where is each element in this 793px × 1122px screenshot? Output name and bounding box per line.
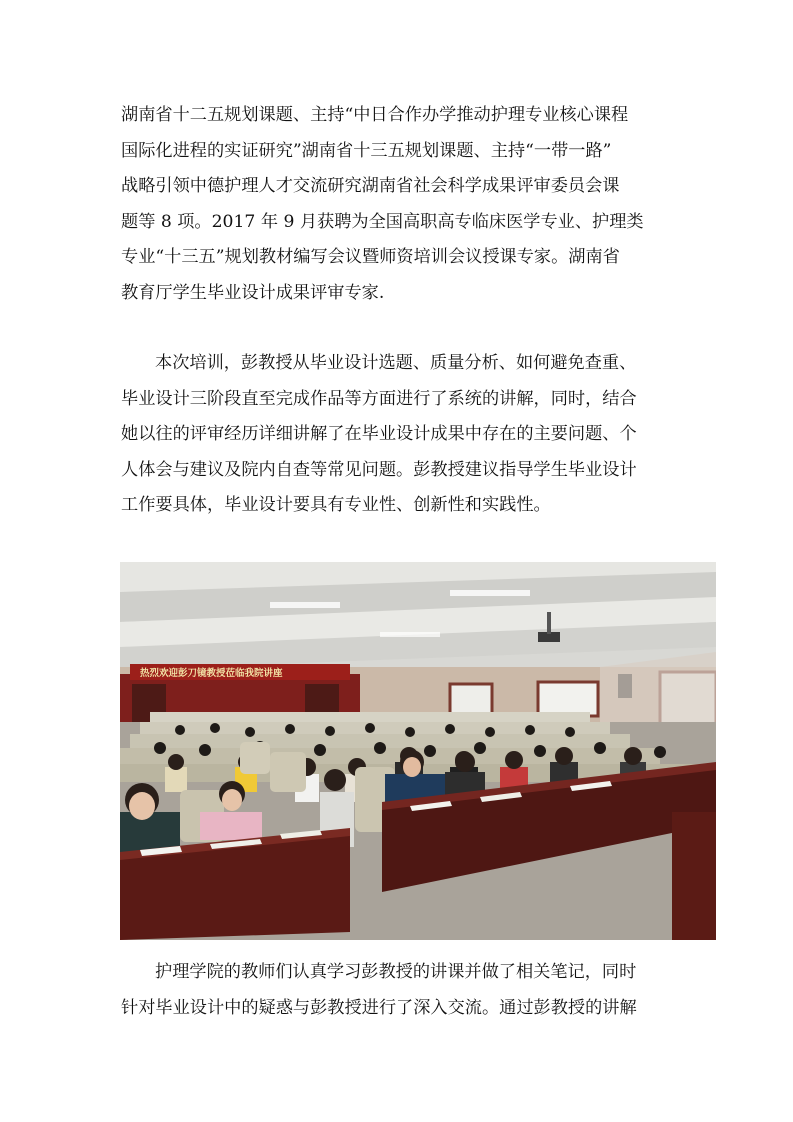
- welcome-banner-text: 热烈欢迎彭刀镜教授莅临我院讲座: [140, 668, 283, 679]
- text-line: 湖南省十二五规划课题、主持“中日合作办学推动护理专业核心课程: [121, 105, 629, 125]
- paragraph-teachers-notes: [121, 955, 681, 1026]
- paragraph-training-content: [121, 346, 681, 524]
- text-line: 人体会与建议及院内自查等常见问题。彭教授建议指导学生毕业设计: [121, 459, 637, 480]
- lecture-hall-photo: [120, 562, 716, 940]
- text-line: 战略引领中德护理人才交流研究湖南省社会科学成果评审委员会课: [121, 176, 620, 197]
- text-line: 护理学院的教师们认真学习彭教授的讲课并做了相关笔记，同时: [155, 962, 637, 982]
- text-line: 教育厅学生毕业设计成果评审专家.: [121, 282, 385, 303]
- text-line: 题等 8 项。2017 年 9 月获聘为全国高职高专临床医学专业、护理类: [121, 211, 644, 232]
- text-line: 毕业设计三阶段直至完成作品等方面进行了系统的讲解，同时，结合: [121, 388, 637, 409]
- text-line: 国际化进程的实证研究”湖南省十三五规划课题、主持“一带一路”: [121, 140, 612, 161]
- text-line: 专业“十三五”规划教材编写会议暨师资培训会议授课专家。湖南省: [121, 247, 620, 268]
- text-line: 工作要具体，毕业设计要具有专业性、创新性和实践性。: [121, 495, 551, 516]
- text-line: 她以往的评审经历详细讲解了在毕业设计成果中存在的主要问题、个: [121, 424, 637, 445]
- text-line: 本次培训，彭教授从毕业设计选题、质量分析、如何避免查重、: [155, 353, 637, 373]
- text-line: 针对毕业设计中的疑惑与彭教授进行了深入交流。通过彭教授的讲解: [121, 997, 637, 1018]
- paragraph-intro-bio: [121, 98, 681, 312]
